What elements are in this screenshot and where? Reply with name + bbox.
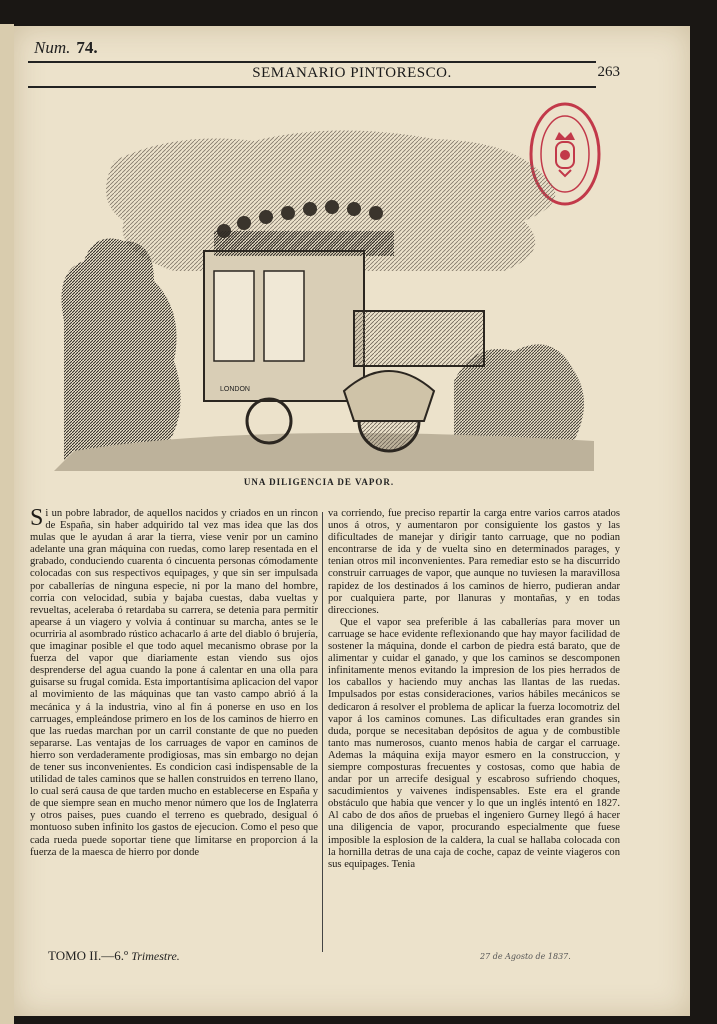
publication-title: SEMANARIO PINTORESCO. (252, 65, 452, 81)
handwritten-date: 27 de Agosto de 1837. (480, 952, 571, 961)
article-column-right (328, 508, 620, 948)
issue-number-label: Num. (34, 38, 71, 57)
article-paragraph: Que el vapor sea preferible á las caballerías para mover un carruage se hace evidente reflexionando que hay mayor facilidad de sostener la máquina, donde el carbon de piedra está barato, que de alimentar y cuidar el ganado, y que los caminos se descomponen infinitamente menos evitando la impresion de los pies herrados de los caballos y haciendo muy anchas las llantas de las ruedas. Impulsados por estas consideraciones, varios hábiles mecánicos se dedicaron á resolver el problema de aplicar la fuerza locomotriz del vapor á los caminos comunes. Las dificultades eran grandes sin duda, porque se necesitaban depósitos de agua y de combustible tanto mas numerosos, cuanto menos habia de cargar el carruage. Ademas la máquina exija mayor esmero en la construccion, y siempre composturas frecuentes y costosas, como que habia de andar por un arrecife desigual y escabroso sufriendo choques, sacudimientos y vaivenes indispensables. Este era el grande obstáculo que habia que vencer y lo que un inglés intentó en 1827. Al cabo de dos años de pruebas el ingeniero Gurney llegó á hacer una diligencia de vapor, procurando especialmente que fuese imposible la esplosion de la caldera, la cual se hallaba colocada con la hornilla detras de una caja de coche, capaz de veinte viageros con sus equipages. Tenia (328, 616, 620, 870)
drop-cap: S (30, 508, 44, 531)
article-paragraph: va corriendo, fue preciso repartir la carga entre varios carros atados unos á otros, y aumentaron por consiguiente los gastos y las dificultades de manejar y dirigir tanto carruage, que no podian encontrarse de ida y de vuelta sino en determinados parages, y tenian otros mil inconvenientes. Para remediar esto se ha discurrido construir carruages de vapor, que aunque no tuviesen la maravillosa rapidez de los destinados á los caminos de hierro, pudieran andar por cualquiera parte, por llanuras y montañas, y en todas direcciones. (328, 508, 620, 616)
article-paragraph (30, 508, 318, 859)
article-paragraph-text: i un pobre labrador, de aquellos nacidos y criados en un rincon de España, sin haber adquirido tal vez mas idea que las dos mulas que le ayudan á arar la tierra, viese venir por un camino adelante una gran máquina con ruedas, como larep resentada en el grabado, conduciendo cuarenta ó cincuenta personas cómodamente colocadas con sus respectivos equipages, y que sin ser impulsada por caballerías de ninguna especie, ni por la mano del hombre, corria con velocidad, subia y bajaba cuestas, daba vueltas y revueltas, aceleraba ó retardaba su carrera, se detenia para permitir apearse á un viagero y volvia á continuar su marcha, antes se le ocurriria al asombrado rústico achacarlo á arte del diablo ó brujería, que imaginar posible el que todo aquel mecanismo obrase por la fuerza del vapor que diariamente estan viendo sus ojos desprenderse del agua cuando la pone á calentar en una olla para guisarse su frugal comida. Esta importantísima aplicacion del vapor al movimiento de las máquinas que tan vasto campo abrió á la mecánica y á la industria, vino al fin á ponerse en uso en los carruages, empleándose primero en los de los caminos de hierro en que las ruedas marchan por un carril constante de que no pueden separarse. Las ventajas de los carruages de vapor en caminos de hierro son verdaderamente prodigiosas, mas sin embargo no dejan de tener sus inconvenientes. Es condicion casi indispensable de la utilidad de tales caminos que se hallen construidos en terreno llano, lo cual será causa de que tarden mucho en establecerse en España y de que siempre sean en mucho menor número que los de Inglaterra y otros paises, pues cuando el terreno es quebrado, desigual ó montuoso suben infinito los gastos de ejecucion. Como el peso que cada rueda puede soportar tiene que limitarse en proporcion á la fuerza de la maesca de hierro por donde (30, 508, 318, 858)
page-gutter (0, 24, 14, 1024)
steam-carriage (204, 251, 484, 451)
trimester-label: Trimestre. (131, 949, 180, 963)
column-divider (322, 512, 323, 952)
figure-caption: UNA DILIGENCIA DE VAPOR. (243, 477, 395, 487)
steam-coach-engraving (54, 121, 594, 471)
article-column-left (30, 508, 318, 948)
header-rule-bottom (28, 86, 596, 88)
tome-label: TOMO II.—6.º (48, 948, 128, 963)
issue-number (34, 38, 98, 58)
page-number: 263 (597, 64, 620, 80)
trees-left (62, 239, 181, 462)
header-rule-top (28, 61, 596, 63)
issue-number-value: 74. (76, 38, 98, 57)
newspaper-page (14, 26, 690, 1016)
tome-footer (48, 948, 180, 964)
carriage-label: LONDON (220, 386, 250, 393)
